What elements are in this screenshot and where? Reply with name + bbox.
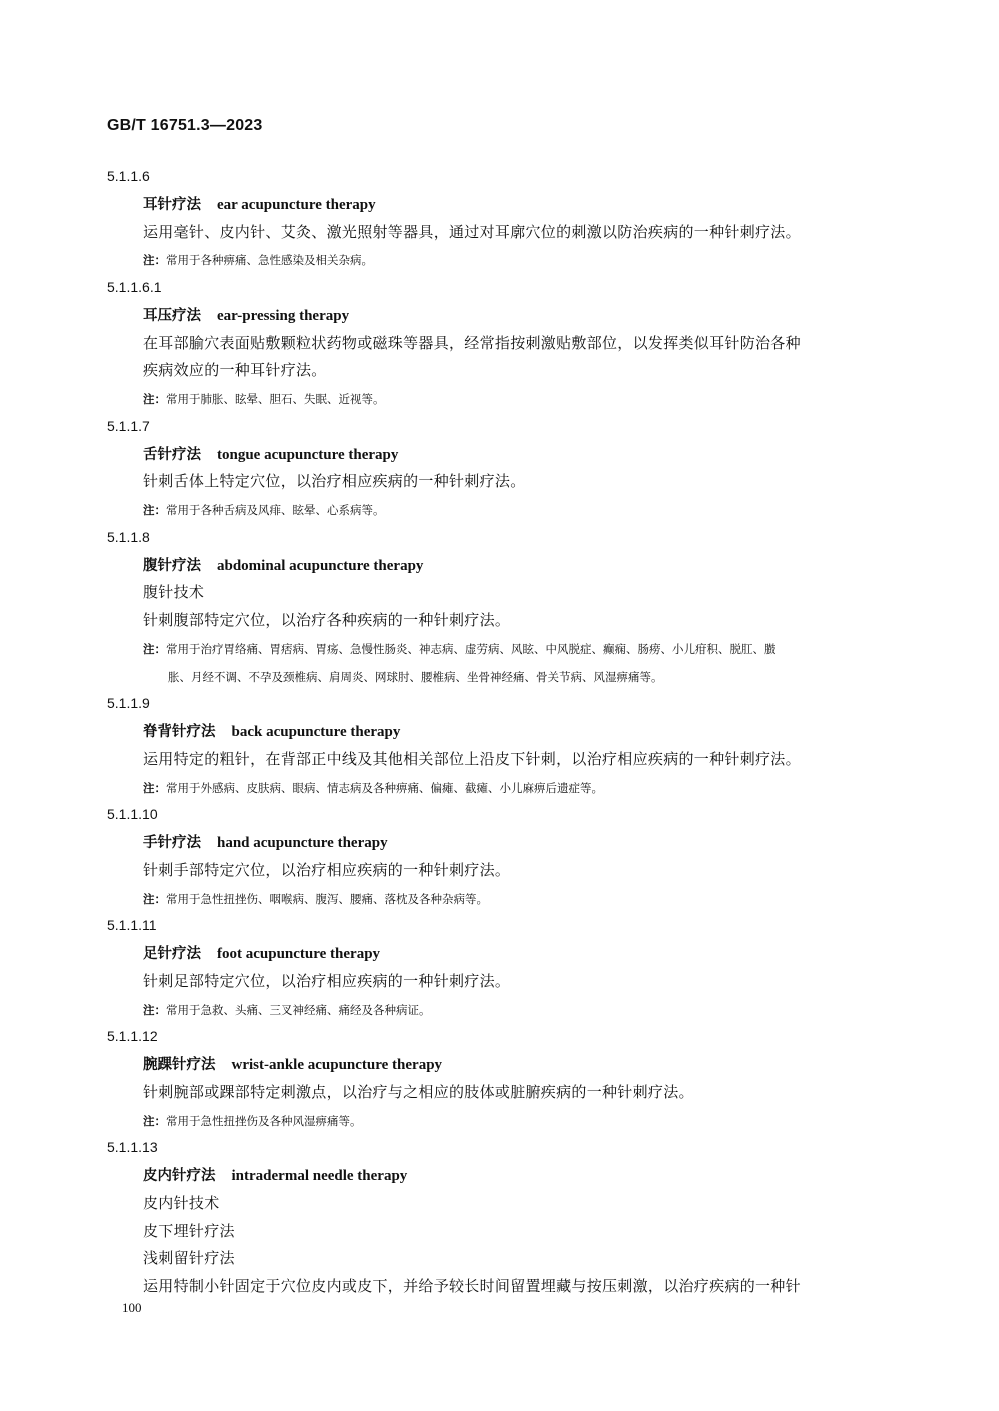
definition-text: 皮内针技术 — [143, 1193, 220, 1212]
term-heading — [0, 1051, 999, 1079]
standard-code: GB/T 16751.3—2023 — [107, 117, 263, 134]
note-label: 注： — [143, 1002, 166, 1017]
term-english: ear-pressing therapy — [217, 307, 350, 324]
note-line — [0, 246, 999, 274]
note-continuation-line — [0, 663, 999, 691]
term-english: hand acupuncture therapy — [217, 835, 388, 851]
clause-number — [0, 1023, 999, 1051]
note-line — [0, 996, 999, 1024]
note-text: 常用于急性扭挫伤、咽喉病、腹泻、腰痛、落枕及各种杂病等。 — [166, 891, 488, 906]
definition-text: 腹针技术 — [143, 583, 205, 602]
definition-line — [0, 1218, 999, 1246]
term-chinese: 腕踝针疗法 — [143, 1057, 216, 1073]
note — [143, 503, 385, 517]
note — [143, 781, 603, 795]
clause-number-text: 5.1.1.6 — [107, 168, 150, 184]
definition-line — [0, 968, 999, 996]
term-title — [143, 307, 349, 324]
definition-text: 运用毫针、皮内针、艾灸、激光照射等器具，通过对耳廓穴位的刺激以防治疾病的一种针刺疗法。 — [143, 222, 801, 241]
clause-number-text: 5.1.1.9 — [107, 695, 150, 712]
term-english: wrist-ankle acupuncture therapy — [231, 1057, 443, 1073]
term-chinese: 耳压疗法 — [143, 307, 201, 324]
note — [143, 392, 385, 406]
definition-line — [0, 357, 999, 385]
note-line — [0, 635, 999, 663]
clause-number-text: 5.1.1.7 — [107, 417, 150, 434]
definition-text: 在耳部腧穴表面贴敷颗粒状药物或磁珠等器具，经常指按刺激贴敷部位，以发挥类似耳针防治各种 — [143, 333, 801, 352]
term-chinese: 足针疗法 — [143, 946, 201, 962]
definition-text: 针刺腕部或踝部特定刺激点，以治疗与之相应的肢体或脏腑疾病的一种针刺疗法。 — [143, 1082, 694, 1101]
term-title — [143, 1167, 407, 1184]
note-line — [0, 885, 999, 913]
definition-text: 针刺足部特定穴位，以治疗相应疾病的一种针刺疗法。 — [143, 971, 511, 990]
note-text: 常用于肺胀、眩晕、胆石、失眠、近视等。 — [166, 392, 385, 406]
document-body — [0, 163, 999, 1301]
term-title — [143, 196, 376, 213]
note-line — [0, 385, 999, 413]
note-line — [0, 774, 999, 802]
clause-number — [0, 274, 999, 302]
clause-number-text: 5.1.1.13 — [107, 1139, 158, 1156]
clause-number — [0, 413, 999, 441]
note — [143, 253, 373, 267]
clause-number-text: 5.1.1.10 — [107, 806, 158, 823]
note-text: 常用于急救、头痛、三叉神经痛、痛经及各种病证。 — [166, 1002, 431, 1017]
page-number: 100 — [122, 1300, 142, 1315]
definition-text: 运用特制小针固定于穴位皮内或皮下，并给予较长时间留置埋藏与按压刺激，以治疗疾病的一种针 — [143, 1277, 801, 1295]
term-title — [143, 945, 380, 962]
note-label: 注： — [143, 780, 166, 795]
term-heading — [0, 191, 999, 219]
clause-number — [0, 801, 999, 829]
term-chinese: 腹针疗法 — [143, 557, 201, 574]
term-heading — [0, 718, 999, 746]
clause-number-text: 5.1.1.8 — [107, 528, 150, 545]
note-label: 注： — [143, 253, 166, 268]
note-line — [0, 496, 999, 524]
definition-line — [0, 857, 999, 885]
clause-number — [0, 524, 999, 552]
note-line — [0, 1107, 999, 1135]
term-title — [143, 557, 423, 574]
definition-text: 运用特定的粗针，在背部正中线及其他相关部位上沿皮下针刺，以治疗相应疾病的一种针刺疗法。 — [143, 749, 801, 768]
term-chinese: 舌针疗法 — [143, 446, 201, 463]
clause-number-text: 5.1.1.11 — [107, 917, 157, 934]
note — [143, 1114, 362, 1128]
definition-text: 针刺手部特定穴位，以治疗相应疾病的一种针刺疗法。 — [143, 860, 511, 879]
term-heading — [0, 940, 999, 968]
definition-line — [0, 219, 999, 247]
definition-line — [0, 468, 999, 496]
term-english: ear acupuncture therapy — [217, 196, 376, 213]
term-chinese: 手针疗法 — [143, 835, 201, 851]
definition-line — [0, 1079, 999, 1107]
definition-line — [0, 1273, 999, 1301]
clause-number — [0, 690, 999, 718]
term-heading — [0, 829, 999, 857]
note-label: 注： — [143, 392, 166, 406]
term-title — [143, 723, 400, 740]
term-english: abdominal acupuncture therapy — [217, 557, 424, 574]
note-label: 注： — [143, 503, 166, 517]
term-title — [143, 1056, 442, 1073]
definition-line — [0, 746, 999, 774]
note-text: 常用于外感病、皮肤病、眼病、情志病及各种痹痛、偏瘫、截瘫、小儿麻痹后遗症等。 — [166, 780, 603, 795]
definition-line — [0, 330, 999, 358]
clause-number-text: 5.1.1.12 — [107, 1028, 158, 1045]
definition-line — [0, 607, 999, 635]
note-text: 常用于急性扭挫伤及各种风湿痹痛等。 — [166, 1113, 362, 1128]
term-english: foot acupuncture therapy — [217, 946, 381, 962]
definition-text: 皮下埋针疗法 — [143, 1221, 235, 1240]
definition-text: 浅刺留针疗法 — [143, 1249, 235, 1268]
note — [143, 1003, 431, 1017]
note — [143, 892, 488, 906]
term-chinese: 皮内针疗法 — [143, 1168, 216, 1184]
clause-number-text: 5.1.1.6.1 — [107, 279, 162, 295]
term-heading — [0, 441, 999, 469]
definition-text: 针刺舌体上特定穴位，以治疗相应疾病的一种针刺疗法。 — [143, 472, 526, 491]
note-label: 注： — [143, 891, 166, 906]
note-label: 注： — [143, 1113, 166, 1128]
definition-line — [0, 1245, 999, 1273]
term-title — [143, 834, 388, 851]
definition-text: 疾病效应的一种耳针疗法。 — [143, 361, 327, 380]
term-english: back acupuncture therapy — [231, 724, 401, 740]
term-heading — [0, 302, 999, 330]
note — [143, 642, 776, 656]
note-text: 胀、月经不调、不孕及颈椎病、肩周炎、网球肘、腰椎病、坐骨神经痛、骨关节病、风湿痹痛等。 — [168, 669, 663, 684]
term-heading — [0, 552, 999, 580]
clause-number — [0, 163, 999, 191]
note-text: 常用于治疗胃络痛、胃痞病、胃疡、急慢性肠炎、神志病、虚劳病、风眩、中风脱症、癫痫、肠痨、小儿疳积、脱肛、臌 — [166, 641, 776, 656]
term-english: tongue acupuncture therapy — [217, 446, 399, 463]
term-heading — [0, 1162, 999, 1190]
term-chinese: 耳针疗法 — [143, 196, 201, 213]
term-chinese: 脊背针疗法 — [143, 724, 216, 740]
note-label: 注： — [143, 641, 166, 656]
note-text: 常用于各种痹痛、急性感染及相关杂病。 — [166, 253, 373, 268]
term-english: intradermal needle therapy — [231, 1168, 408, 1184]
term-title — [143, 446, 398, 463]
note-text: 常用于各种舌病及风痱、眩晕、心系病等。 — [166, 503, 385, 517]
clause-number — [0, 1134, 999, 1162]
clause-number — [0, 912, 999, 940]
definition-line — [0, 1190, 999, 1218]
definition-line — [0, 579, 999, 607]
definition-text: 针刺腹部特定穴位，以治疗各种疾病的一种针刺疗法。 — [143, 611, 511, 629]
